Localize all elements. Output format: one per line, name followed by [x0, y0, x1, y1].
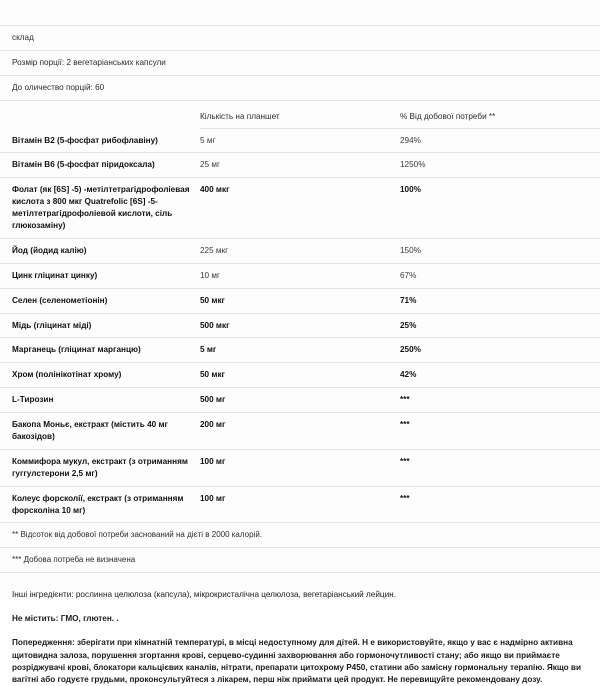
ingredient-name: Хром (полінікотінат хрому): [0, 363, 200, 388]
ingredient-daily-value: 250%: [400, 338, 600, 363]
table-row-servings-per-container: [0, 75, 600, 100]
ingredient-amount: 225 мкг: [200, 238, 400, 263]
ingredient-name: Коммифора мукул, екстракт (з отриманням гуггулстерони 2,5 мг): [0, 449, 200, 486]
ingredient-amount: 50 мкг: [200, 288, 400, 313]
supplement-facts-table: [0, 25, 600, 573]
supplement-facts-title: склад: [0, 26, 600, 51]
ingredient-name: Марганець (гліцинат марганцю): [0, 338, 200, 363]
ingredient-amount: 500 мг: [200, 388, 400, 413]
table-row: [0, 413, 600, 450]
ingredient-daily-value: 67%: [400, 263, 600, 288]
table-row: [0, 388, 600, 413]
ingredient-name: Бакопа Моньє, екстракт (містить 40 мг бакозідов): [0, 413, 200, 450]
ingredient-daily-value: ***: [400, 388, 600, 413]
ingredient-amount: 100 мг: [200, 449, 400, 486]
ingredient-name: Йод (йодид калію): [0, 238, 200, 263]
ingredient-name: L-Тирозин: [0, 388, 200, 413]
ingredient-daily-value: 71%: [400, 288, 600, 313]
ingredient-daily-value: ***: [400, 413, 600, 450]
ingredient-name: Цинк гліцинат цинку): [0, 263, 200, 288]
ingredient-amount: 200 мг: [200, 413, 400, 450]
ingredient-amount: 5 мг: [200, 128, 400, 153]
ingredient-amount: 100 мг: [200, 486, 400, 523]
ingredient-name: Мідь (гліцинат міді): [0, 313, 200, 338]
table-row-footnote: [0, 548, 600, 573]
table-body: [0, 26, 600, 573]
servings-per-container-text: До оличество порцій: 60: [0, 75, 600, 100]
warning-text: Попередження: зберігати при кімнатній температурі, в місці недоступному для дітей. Н е використовуйте, якщо у вас є надмірно активна щитовидна залоза, порушення згортання крові, серцево-судинні захворювання або гормоночутливості стану; або якщо ви приймаєте розріджувачі крові, блокатори кальцієвих каналів, нітрати, препарати цитохрому P450, статини або замісну гормональну терапію. Якщо ви вагітні або годуєте грудьми, проконсультуйтеся з лікарем, перш ніж приймати цей продукт. Не перевищуйте рекомендовану дозу.: [12, 638, 582, 685]
ingredient-amount: 25 мг: [200, 153, 400, 178]
table-row: [0, 313, 600, 338]
ingredient-name: Селен (селенометіонін): [0, 288, 200, 313]
table-row-footnote: [0, 523, 600, 548]
free-from-text: Не містить: ГМО, глютен. .: [12, 613, 119, 623]
table-row: [0, 263, 600, 288]
table-row-serving-size: [0, 50, 600, 75]
top-spacer: [0, 0, 600, 25]
footnote-daily-value-not-established: *** Добова потреба не визначена: [0, 548, 600, 573]
ingredient-amount: 50 мкг: [200, 363, 400, 388]
footnote-daily-value-basis: ** Відсоток від добової потреби заснований на дієті в 2000 калорій.: [0, 523, 600, 548]
ingredient-name: Колеус форсколії, екстракт (з отриманням форсколіна 10 мг): [0, 486, 200, 523]
ingredient-amount: 400 мкг: [200, 178, 400, 239]
table-row: [0, 238, 600, 263]
ingredient-name: Фолат (як [6S] -5) -метілтетрагідрофоліевая кислота з 800 мкг Quatrefolic [6S] -5-метілтетрагідрофоліевой кислоти, сіль глюкозаміну): [0, 178, 200, 239]
table-row: [0, 128, 600, 153]
column-header-daily-value: % Від добової потреби **: [400, 100, 600, 128]
ingredient-daily-value: 100%: [400, 178, 600, 239]
ingredient-amount: 5 мг: [200, 338, 400, 363]
table-row-title: [0, 26, 600, 51]
column-header-amount: Кількість на планшет: [200, 100, 400, 128]
table-row: [0, 486, 600, 523]
ingredient-name: Вітамін B6 (5-фосфат піридоксала): [0, 153, 200, 178]
other-ingredients-text: Інші інгредієнти: рослинна целюлоза (капсула), мікрокристалічна целюлоза, вегетаріанський лейцин.: [12, 589, 396, 599]
table-row: [0, 449, 600, 486]
table-row: [0, 363, 600, 388]
ingredient-daily-value: ***: [400, 449, 600, 486]
table-row: [0, 153, 600, 178]
ingredient-amount: 500 мкг: [200, 313, 400, 338]
table-row: [0, 288, 600, 313]
column-header-name: [0, 100, 200, 128]
ingredient-daily-value: 150%: [400, 238, 600, 263]
ingredient-daily-value: 294%: [400, 128, 600, 153]
serving-size-text: Розмір порції: 2 вегетаріанських капсули: [0, 50, 600, 75]
table-row: [0, 338, 600, 363]
ingredient-amount: 10 мг: [200, 263, 400, 288]
ingredient-name: Вітамін B2 (5-фосфат рибофлавіну): [0, 128, 200, 153]
ingredient-daily-value: ***: [400, 486, 600, 523]
additional-info-section: [0, 573, 600, 686]
ingredient-daily-value: 1250%: [400, 153, 600, 178]
table-row: [0, 178, 600, 239]
ingredient-daily-value: 42%: [400, 363, 600, 388]
table-header-row: [0, 100, 600, 128]
ingredient-daily-value: 25%: [400, 313, 600, 338]
